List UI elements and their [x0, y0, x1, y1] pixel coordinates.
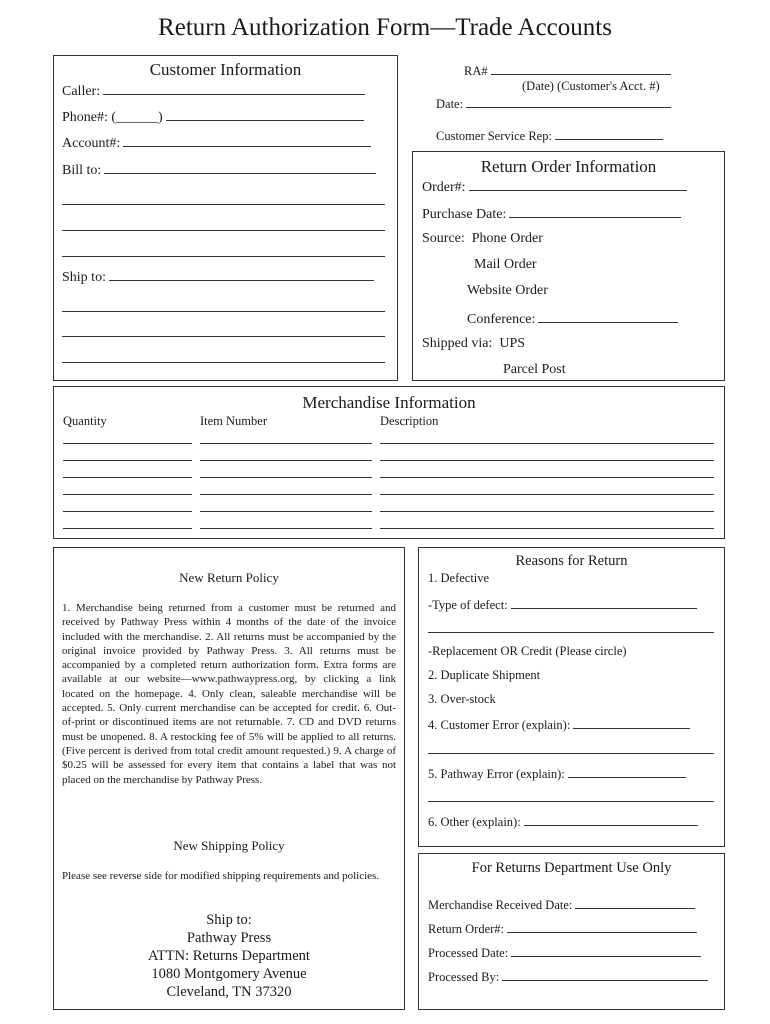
return-order-box [412, 151, 725, 381]
ship-to-line-4[interactable] [62, 362, 385, 363]
item-number-column-header: Item Number [200, 414, 267, 428]
rep-field[interactable] [555, 127, 663, 140]
customer-error-field[interactable] [573, 716, 690, 729]
bill-to-line-2[interactable] [62, 204, 385, 205]
quantity-line[interactable] [63, 477, 192, 478]
reason-pathway-error[interactable]: 5. Pathway Error (explain): [428, 767, 565, 781]
conference-field[interactable] [538, 310, 678, 323]
bill-to-line-4[interactable] [62, 256, 385, 257]
pathway-error-line-2[interactable] [428, 801, 714, 802]
description-line[interactable] [380, 528, 714, 529]
processed-by-field[interactable] [502, 968, 708, 981]
returns-department-heading: For Returns Department Use Only [471, 860, 672, 876]
mail-order-option[interactable]: Mail Order [474, 257, 537, 272]
processed-by-label: Processed By: [428, 970, 500, 984]
processed-date-field[interactable] [511, 944, 701, 957]
ship-to-field[interactable] [109, 268, 374, 281]
reason-duplicate-shipment[interactable]: 2. Duplicate Shipment [428, 668, 541, 682]
merchandise-heading: Merchandise Information [302, 393, 476, 412]
phone-field[interactable] [166, 108, 364, 121]
account-label: Account#: [62, 136, 121, 151]
other-field[interactable] [524, 813, 698, 826]
address-line-4: Cleveland, TN 37320 [166, 984, 292, 1000]
bill-to-field[interactable] [104, 161, 376, 174]
phone-label: Phone#: (______) [62, 110, 163, 125]
address-line-2: ATTN: Returns Department [148, 948, 310, 964]
rep-label: Customer Service Rep: [436, 129, 552, 143]
return-policy-box [53, 547, 405, 1010]
ra-label: RA# [464, 64, 488, 78]
description-line[interactable] [380, 494, 714, 495]
return-order-heading: Return Order Information [480, 157, 657, 176]
website-order-option[interactable]: Website Order [467, 283, 548, 298]
received-date-field[interactable] [575, 896, 695, 909]
ship-to-line-3[interactable] [62, 336, 385, 337]
item-number-line[interactable] [200, 494, 372, 495]
received-date-label: Merchandise Received Date: [428, 898, 573, 912]
quantity-line[interactable] [63, 511, 192, 512]
ra-subcaption: (Date) (Customer's Acct. #) [522, 79, 660, 93]
caller-field[interactable] [103, 82, 365, 95]
reasons-heading: Reasons for Return [515, 553, 628, 569]
description-line[interactable] [380, 511, 714, 512]
order-number-field[interactable] [469, 178, 687, 191]
customer-information-heading: Customer Information [149, 60, 302, 79]
return-policy-heading: New Return Policy [179, 570, 279, 585]
description-line[interactable] [380, 460, 714, 461]
type-of-defect-label: -Type of defect: [428, 598, 508, 612]
quantity-line[interactable] [63, 494, 192, 495]
shipping-policy-text: Please see reverse side for modified shipping requirements and policies. [62, 870, 380, 882]
purchase-date-field[interactable] [509, 205, 681, 218]
return-policy-text: 1. Merchandise being returned from a customer must be returned and received by Pathway Press within 4 months of the date of the invoice included with the merchandise. 2. All returns must be accompanied by the original invoice provided by Pathway Press. 3. All returns must be accompanied by a completed return authorization form. Extra forms are available at our website—www.pathwaypress.org, by clicking a link located on the homepage. 4. Only clean, saleable merchandise will be accepted. 5. Only current merchandise can be accepted for credit. 6. Out-of-print or discontinued items are not returnable. 7. CD and DVD returns must be unopened. 8. A restocking fee of 5% will be applied to all returns. (Five percent is derived from total credit amount requested.) 9. A charge of $0.25 will be assessed for every item that contains a label that was not placed on the merchandise by Pathway Press. [62, 602, 396, 786]
quantity-column-header: Quantity [63, 414, 107, 428]
pathway-error-field[interactable] [568, 765, 686, 778]
type-of-defect-line-2[interactable] [428, 632, 714, 633]
ups-option[interactable]: UPS [499, 336, 526, 351]
return-order-label: Return Order#: [428, 922, 505, 936]
reason-other[interactable]: 6. Other (explain): [428, 815, 521, 829]
shipped-via-label: Shipped via: [422, 336, 493, 351]
ra-field[interactable] [491, 62, 671, 75]
order-number-label: Order#: [422, 180, 466, 195]
type-of-defect-field[interactable] [511, 596, 697, 609]
bill-to-line-3[interactable] [62, 230, 385, 231]
item-number-line[interactable] [200, 443, 372, 444]
caller-label: Caller: [62, 84, 101, 99]
reason-over-stock[interactable]: 3. Over-stock [428, 692, 496, 706]
parcel-post-option[interactable]: Parcel Post [503, 362, 566, 377]
phone-order-option[interactable]: Phone Order [471, 231, 543, 246]
quantity-line[interactable] [63, 460, 192, 461]
address-line-1: Pathway Press [186, 930, 272, 946]
shipping-policy-heading: New Shipping Policy [173, 838, 285, 853]
replacement-or-credit[interactable]: -Replacement OR Credit (Please circle) [428, 644, 627, 658]
source-label: Source: [422, 231, 465, 246]
description-line[interactable] [380, 477, 714, 478]
item-number-line[interactable] [200, 460, 372, 461]
item-number-line[interactable] [200, 477, 372, 478]
returns-department-box [418, 853, 725, 1010]
quantity-line[interactable] [63, 443, 192, 444]
description-line[interactable] [380, 443, 714, 444]
merchandise-information-box [53, 386, 725, 539]
quantity-line[interactable] [63, 528, 192, 529]
reason-defective[interactable]: 1. Defective [428, 571, 490, 585]
description-column-header: Description [380, 414, 439, 428]
date-label: Date: [436, 97, 464, 111]
processed-date-label: Processed Date: [428, 946, 509, 960]
ship-to-heading: Ship to: [206, 912, 252, 928]
bill-to-label: Bill to: [62, 163, 102, 178]
ship-to-line-2[interactable] [62, 311, 385, 312]
address-line-3: 1080 Montgomery Avenue [151, 966, 307, 982]
account-field[interactable] [123, 134, 371, 147]
return-order-field[interactable] [507, 920, 697, 933]
form-title: Return Authorization Form—Trade Accounts [158, 14, 612, 41]
customer-information-box [53, 55, 398, 381]
reason-customer-error[interactable]: 4. Customer Error (explain): [428, 718, 571, 732]
conference-label: Conference: [467, 312, 536, 327]
customer-error-line-2[interactable] [428, 753, 714, 754]
item-number-line[interactable] [200, 511, 372, 512]
ship-to-label: Ship to: [62, 270, 106, 285]
reasons-for-return-box [418, 547, 725, 847]
date-field[interactable] [466, 95, 671, 108]
item-number-line[interactable] [200, 528, 372, 529]
purchase-date-label: Purchase Date: [422, 207, 507, 222]
